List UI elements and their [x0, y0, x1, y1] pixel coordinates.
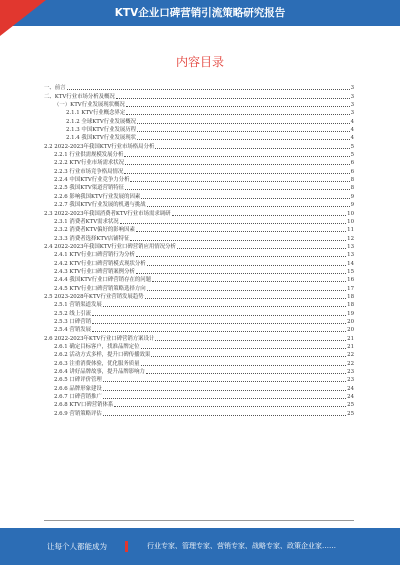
toc-leader-dots	[103, 415, 346, 416]
toc-entry-page: 4	[350, 118, 354, 125]
toc-entry-label: 2.6 2022-2023年KTV行业口碑营销方案设计	[44, 335, 155, 342]
toc-entry-page: 3	[350, 85, 354, 92]
toc-entry-label: 2.6.8 KTV口碑营销体系	[54, 402, 114, 409]
toc-entry-label: 二、KTV行业市场分析及概况	[44, 93, 115, 100]
toc-leader-dots	[172, 215, 347, 216]
toc-entry-label: 2.6.4 讲好品牌故事，提升品牌影响力	[54, 369, 145, 376]
toc-entry-label: 2.3.2 消费者KTV偏好的影响因素	[54, 227, 135, 234]
toc-entry-label: 2.6.7 口碑营销推广	[54, 394, 102, 401]
toc-entry[interactable]	[44, 192, 354, 200]
toc-entry-label: 2.6.1 确定目标客户，找准品牌定位	[54, 344, 140, 350]
toc-entry[interactable]	[44, 126, 354, 134]
toc-entry-label: 2.1.2 全球KTV行业发展概况	[66, 118, 137, 125]
toc-entry-page: 17	[347, 285, 354, 292]
toc-entry[interactable]	[44, 218, 354, 226]
toc-entry[interactable]	[44, 393, 354, 401]
toc-entry-label: 2.3.1 消费者KTV需求状况	[54, 218, 119, 225]
toc-leader-dots	[147, 265, 347, 266]
toc-entry-label: 2.2 2022-2023年我国KTV行业市场格局分析	[44, 143, 155, 150]
toc-leader-dots	[155, 340, 346, 341]
toc-entry-label: 2.6.9 营销策略评估	[54, 410, 102, 417]
toc-entry[interactable]	[44, 351, 354, 359]
toc-leader-dots	[145, 298, 347, 299]
toc-entry-page: 25	[347, 410, 354, 417]
toc-entry[interactable]	[44, 109, 354, 117]
toc-entry[interactable]	[44, 276, 354, 284]
report-header	[0, 0, 400, 36]
toc-entry-page: 23	[347, 369, 354, 376]
toc-leader-dots	[147, 206, 350, 207]
toc-entry-page: 19	[347, 310, 354, 317]
toc-entry-page: 16	[347, 277, 354, 284]
toc-entry-page: 6	[350, 168, 354, 175]
table-of-contents	[44, 84, 354, 418]
toc-leader-dots	[137, 123, 349, 124]
toc-entry[interactable]	[44, 309, 354, 317]
toc-entry-page: 11	[347, 227, 354, 234]
toc-heading: 内容目录	[175, 55, 224, 69]
toc-entry[interactable]	[44, 301, 354, 309]
toc-leader-dots	[147, 290, 347, 291]
toc-entry-page: 10	[347, 210, 354, 217]
toc-leader-dots	[137, 131, 349, 132]
toc-leader-dots	[130, 240, 346, 241]
toc-entry-label: 2.1.1 KTV行业概念界定	[66, 110, 126, 117]
toc-entry[interactable]	[44, 409, 354, 417]
toc-entry-page: 22	[347, 360, 354, 367]
toc-leader-dots	[114, 406, 346, 407]
report-footer	[0, 528, 400, 565]
toc-entry-label: 2.2.6 影响我国KTV行业发展的因素	[54, 193, 141, 200]
toc-entry-page: 20	[347, 327, 354, 334]
toc-leader-dots	[103, 381, 346, 382]
toc-entry[interactable]	[44, 201, 354, 209]
toc-entry[interactable]	[44, 376, 354, 384]
toc-entry-label: 2.1.4 我国KTV行业发展现状	[66, 135, 137, 142]
toc-leader-dots	[155, 148, 349, 149]
toc-entry-label: 2.1.3 中国KTV行业发展历程	[66, 127, 137, 134]
toc-entry[interactable]	[44, 151, 354, 159]
toc-entry-page: 18	[347, 293, 354, 300]
toc-entry-label: 2.4.5 KTV行业口碑营销策略选择方向	[54, 285, 146, 292]
toc-entry[interactable]	[44, 117, 354, 125]
toc-entry-page: 13	[347, 243, 354, 250]
toc-entry[interactable]	[44, 334, 354, 342]
toc-leader-dots	[136, 273, 346, 274]
toc-entry-label: 2.4 2022-2023年我国KTV行业口碑营销应用情况分析	[44, 243, 176, 250]
footer-separator	[125, 541, 128, 552]
toc-leader-dots	[92, 315, 346, 316]
toc-leader-dots	[126, 106, 350, 107]
toc-entry-page: 8	[350, 177, 354, 184]
toc-entry[interactable]	[44, 318, 354, 326]
toc-entry-label: 2.4.4 我国KTV行业口碑营销存在的问题	[54, 277, 152, 284]
toc-entry-page: 8	[350, 185, 354, 192]
toc-entry-label: 一、前言	[44, 85, 66, 92]
toc-entry-page: 20	[347, 318, 354, 325]
toc-entry-label: （一）KTV行业发展现状概况	[54, 102, 125, 109]
toc-entry[interactable]	[44, 176, 354, 184]
toc-entry-page: 18	[347, 302, 354, 309]
toc-entry[interactable]	[44, 268, 354, 276]
toc-entry[interactable]	[44, 368, 354, 376]
toc-leader-dots	[124, 156, 349, 157]
toc-entry-label: 2.2.5 我国KTV渠道营销特征	[54, 185, 125, 192]
toc-entry-page: 23	[347, 377, 354, 384]
toc-entry-label: 2.4.3 KTV行业口碑营销案例分析	[54, 268, 135, 275]
toc-entry-label: 2.2.2 KTV行业市场需求状况	[54, 160, 125, 167]
toc-entry-page: 21	[347, 344, 354, 350]
toc-entry-page: 3	[350, 93, 354, 100]
toc-leader-dots	[125, 164, 349, 165]
toc-leader-dots	[137, 139, 349, 140]
toc-entry-label: 2.5.2 线上引流	[54, 310, 91, 317]
toc-leader-dots	[130, 181, 349, 182]
toc-entry[interactable]	[44, 92, 354, 100]
toc-entry-label: 2.2.1 行业供需规模发展分析	[54, 152, 124, 159]
toc-leader-dots	[151, 356, 346, 357]
toc-leader-dots	[146, 373, 346, 374]
toc-entry[interactable]	[44, 359, 354, 367]
toc-entry-label: 2.5 2023-2028年KTV行业营销发展趋势	[44, 293, 144, 300]
toc-entry-label: 2.3.3 消费者选择KTV店铺特征	[54, 235, 130, 242]
toc-entry-label: 2.4.1 KTV行业口碑营销行为分析	[54, 252, 135, 259]
toc-entry-page: 6	[350, 160, 354, 167]
footer-slogan-left: 让每个人都能成为	[47, 542, 107, 551]
toc-entry-page: 9	[350, 193, 354, 200]
toc-entry-label: 2.5.1 营销渠道发展	[54, 302, 102, 309]
toc-leader-dots	[126, 114, 349, 115]
toc-entry[interactable]	[44, 84, 354, 92]
toc-leader-dots	[141, 198, 349, 199]
toc-entry-page: 22	[347, 352, 354, 359]
toc-entry[interactable]	[44, 326, 354, 334]
toc-entry-page: 21	[347, 335, 354, 342]
toc-entry[interactable]	[44, 343, 354, 351]
toc-leader-dots	[141, 365, 347, 366]
toc-entry-page: 13	[347, 252, 354, 259]
toc-entry[interactable]	[44, 134, 354, 142]
toc-entry[interactable]	[44, 226, 354, 234]
toc-entry-page: 24	[347, 385, 354, 392]
toc-entry-page: 9	[350, 202, 354, 209]
toc-entry-label: 2.3 2022-2023年我国消费者KTV行业市场需求调研	[44, 210, 171, 217]
toc-entry-page: 10	[347, 218, 354, 225]
toc-entry[interactable]	[44, 284, 354, 292]
toc-leader-dots	[92, 331, 346, 332]
toc-entry-label: 2.5.4 营销发展	[54, 327, 91, 334]
toc-entry[interactable]	[44, 293, 354, 301]
toc-entry[interactable]	[44, 243, 354, 251]
toc-entry-page: 25	[347, 402, 354, 409]
toc-entry-label: 2.6.6 品牌形象建设	[54, 385, 102, 392]
toc-leader-dots	[177, 248, 346, 249]
toc-leader-dots	[125, 189, 349, 190]
toc-leader-dots	[141, 348, 347, 349]
toc-entry-label: 2.5.3 口碑营销	[54, 318, 91, 325]
toc-entry[interactable]	[44, 209, 354, 217]
toc-leader-dots	[103, 306, 346, 307]
toc-entry-label: 2.2.3 行业市场竞争格局情况	[54, 168, 124, 175]
toc-entry-label: 2.6.2 活动方式多样，提升口碑传播效果	[54, 352, 151, 359]
toc-leader-dots	[67, 89, 350, 90]
toc-entry-page: 3	[350, 110, 354, 117]
toc-entry-page: 4	[350, 135, 354, 142]
toc-entry[interactable]	[44, 159, 354, 167]
toc-entry[interactable]	[44, 384, 354, 392]
toc-entry-page: 5	[350, 143, 354, 150]
toc-entry[interactable]	[44, 101, 354, 109]
footer-slogan-right: 行业专家、管理专家、营销专家、战略专家、政策企业家……	[147, 542, 336, 550]
toc-leader-dots	[152, 281, 346, 282]
toc-entry-label: 2.2.7 我国KTV行业发展的机遇与挑战	[54, 202, 146, 209]
toc-entry-label: 2.2.4 中国KTV行业竞争力分析	[54, 177, 130, 184]
toc-entry-page: 15	[347, 268, 354, 275]
toc-entry-page: 12	[347, 235, 354, 242]
footer-divider	[44, 520, 354, 521]
toc-entry-page: 5	[350, 152, 354, 159]
toc-entry-page: 14	[347, 260, 354, 267]
toc-leader-dots	[103, 398, 346, 399]
toc-leader-dots	[92, 323, 346, 324]
toc-entry-page: 4	[350, 127, 354, 134]
toc-leader-dots	[124, 173, 349, 174]
toc-entry-label: 2.6.5 口碑评价管理	[54, 377, 102, 384]
toc-leader-dots	[136, 256, 346, 257]
toc-entry-label: 2.6.3 注重消费体验，优化服务质量	[54, 360, 140, 367]
toc-leader-dots	[120, 223, 346, 224]
report-title: KTV企业口碑营销引流策略研究报告	[114, 7, 286, 19]
toc-entry-page: 24	[347, 394, 354, 401]
toc-leader-dots	[116, 98, 350, 99]
toc-entry-label: 2.4.2 KTV行业口碑营销模式现状分析	[54, 260, 146, 267]
toc-entry-page: 3	[350, 102, 354, 109]
toc-entry[interactable]	[44, 401, 354, 409]
toc-entry[interactable]	[44, 167, 354, 175]
toc-entry[interactable]	[44, 142, 354, 150]
toc-entry[interactable]	[44, 259, 354, 267]
toc-leader-dots	[103, 390, 346, 391]
toc-leader-dots	[136, 231, 346, 232]
toc-entry[interactable]	[44, 184, 354, 192]
toc-entry[interactable]	[44, 251, 354, 259]
toc-entry[interactable]	[44, 234, 354, 242]
